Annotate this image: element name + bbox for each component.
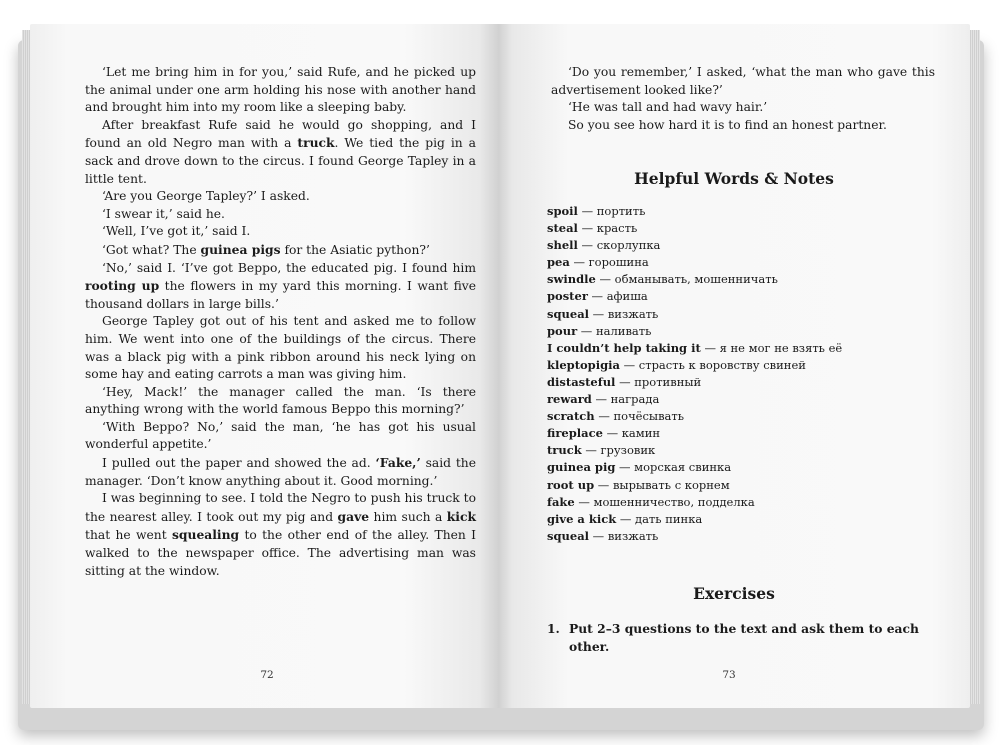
vocab-translation: вырывать с корнем: [612, 477, 730, 492]
vocab-dash: —: [591, 289, 604, 304]
vocab-entry: [547, 340, 937, 357]
vocab-dash: —: [597, 477, 610, 492]
text-run: ‘I swear it,’ said he.: [102, 206, 225, 221]
exercise-text: Put 2–3 questions to the text and ask them to each other.: [569, 621, 919, 654]
vocab-translation: грузовик: [600, 443, 656, 458]
right-page: [498, 24, 970, 708]
vocab-translation: визжать: [607, 306, 659, 321]
vocab-dash: —: [592, 306, 605, 321]
vocab-dash: —: [623, 357, 636, 372]
vocab-dash: —: [619, 374, 631, 389]
vocab-dash: —: [599, 272, 611, 287]
vocab-entry: [547, 374, 937, 391]
text-run: I was beginning to see. I told the Negro to push his truck to the nearest alley. I took out my pig and: [85, 491, 476, 524]
story-paragraph: [85, 490, 476, 580]
vocab-entry: [547, 237, 937, 254]
vocab-highlight: squealing: [171, 527, 240, 543]
vocab-dash: —: [619, 460, 631, 475]
text-run: ‘Well, I’ve got it,’ said I.: [102, 224, 251, 239]
vocab-dash: —: [573, 255, 585, 270]
vocab-word: reward: [547, 392, 592, 407]
vocab-dash: —: [598, 409, 610, 424]
vocab-translation: портить: [596, 204, 646, 218]
vocab-translation: горошина: [588, 255, 649, 270]
story-paragraph: [85, 384, 476, 419]
vocab-word: pea: [547, 255, 570, 270]
vocab-translation: награда: [610, 392, 660, 407]
text-run: for the Asiatic python?’: [280, 242, 430, 257]
vocab-translation: мошенничество, подделка: [593, 494, 755, 509]
story-paragraph: So you see how hard it is to find an honest partner.: [568, 117, 887, 132]
vocab-entry: [547, 459, 937, 476]
vocab-highlight: gave: [337, 508, 370, 524]
left-page-number: 72: [260, 669, 274, 681]
story-paragraph: [85, 454, 476, 490]
vocab-word: poster: [547, 289, 588, 304]
vocab-entry: [547, 425, 937, 442]
vocab-entry: [547, 494, 937, 511]
vocab-translation: я не мог не взять её: [719, 340, 843, 355]
vocab-dash: —: [704, 340, 716, 355]
story-paragraph: [85, 117, 476, 188]
vocab-dash: —: [580, 323, 593, 338]
vocab-translation: красть: [596, 221, 638, 236]
vocab-translation: камин: [621, 426, 661, 441]
text-run: I pulled out the paper and showed the ad.: [102, 456, 376, 471]
vocab-dash: —: [592, 528, 605, 543]
text-run: said the manager. ‘Don’t know anything about it. Good morning.’: [85, 456, 476, 488]
vocab-dash: —: [581, 204, 594, 218]
vocab-word: kleptopigia: [547, 357, 620, 372]
vocab-word: shell: [547, 238, 578, 253]
vocab-entry: [547, 203, 937, 220]
text-run: ‘Hey, Mack!’ the manager called the man. ‘Is there anything wrong with the world famous Beppo this morning?’: [85, 384, 476, 417]
exercise-item: [547, 620, 937, 655]
text-run: the flowers in my yard this morning. I want five thousand dollars in large bills.’: [85, 279, 476, 311]
text-run: ‘With Beppo? No,’ said the man, ‘he has got his usual wonderful appetite.’: [85, 419, 476, 452]
vocab-entry: [547, 391, 937, 408]
text-run: ‘No,’ said I. ‘I’ve got Beppo, the educated pig. I found him: [102, 260, 476, 275]
vocab-word: give a kick: [547, 511, 617, 526]
vocab-word: spoil: [547, 204, 578, 218]
text-run: . We tied the pig in a sack and drove down to the circus. I found George Tapley in a little tent.: [85, 136, 476, 186]
left-page: [30, 24, 498, 708]
story-paragraph: [85, 206, 476, 224]
vocab-entry: [547, 271, 937, 288]
vocab-word: I couldn’t help taking it: [547, 340, 701, 355]
story-paragraph: [85, 64, 476, 117]
vocab-entry: [547, 408, 937, 425]
vocab-entry: [547, 220, 937, 237]
vocab-dash: —: [581, 221, 594, 236]
vocab-entry: [547, 528, 937, 545]
story-paragraph: ‘He was tall and had wavy hair.’: [568, 100, 768, 115]
vocab-translation: наливать: [595, 323, 652, 338]
vocab-translation: обманывать, мошенничать: [614, 272, 778, 287]
vocab-word: distasteful: [547, 374, 616, 389]
vocab-word: squeal: [547, 528, 590, 543]
vocab-translation: дать пинка: [635, 511, 703, 526]
story-paragraph: [85, 260, 476, 314]
text-run: ‘Are you George Tapley?’ I asked.: [102, 189, 310, 204]
vocab-word: fake: [547, 494, 575, 509]
vocab-word: steal: [547, 221, 578, 236]
vocab-word: swindle: [547, 272, 596, 287]
vocab-entry: [547, 323, 937, 340]
story-paragraph: [85, 241, 476, 260]
vocab-translation: противный: [634, 374, 702, 389]
vocab-entry: [547, 288, 937, 305]
text-run: George Tapley got out of his tent and asked me to follow him. We went into one of the buildings of the circus. There was a black pig with a pink ribbon around his neck lying on some hay and eating carrots a man was giving him.: [85, 314, 476, 382]
vocab-dash: —: [619, 511, 632, 526]
story-paragraph: [85, 188, 476, 206]
vocab-translation: визжать: [607, 528, 659, 543]
vocab-entry: [547, 477, 937, 494]
vocab-word: squeal: [547, 306, 590, 321]
helpful-words-heading: Helpful Words & Notes: [634, 169, 834, 188]
text-run: that he went: [85, 528, 172, 543]
right-page-number: 73: [722, 669, 736, 681]
vocab-word: root up: [547, 477, 595, 492]
vocabulary-list: [547, 203, 937, 545]
text-run: After breakfast Rufe said he would go shopping, and I found an old Negro man with a: [85, 117, 476, 151]
vocab-word: fireplace: [547, 426, 603, 441]
text-run: to the other end of the alley. Then I walked to the newspaper office. The advertising man was sitting at the window.: [85, 528, 476, 578]
vocab-highlight: ‘Fake,’: [375, 455, 421, 471]
text-run: ‘Let me bring him in for you,’ said Rufe, and he picked up the animal under one arm holding his nose with another hand and brought him into my room like a sleeping baby.: [85, 65, 476, 115]
story-paragraph: [85, 419, 476, 454]
text-run: ‘Got what? The: [102, 242, 201, 257]
vocab-entry: [547, 357, 937, 374]
vocab-translation: афиша: [606, 289, 648, 304]
vocab-translation: морская свинка: [634, 460, 732, 475]
vocab-highlight: truck: [297, 135, 335, 151]
vocab-highlight: rooting up: [85, 278, 160, 294]
vocab-dash: —: [578, 494, 590, 509]
vocab-entry: [547, 254, 937, 271]
vocab-entry: [547, 511, 937, 528]
vocab-dash: —: [606, 426, 619, 441]
exercise-number: 1.: [547, 621, 560, 636]
story-paragraph: [85, 313, 476, 383]
exercises-heading: Exercises: [693, 584, 775, 603]
vocab-entry: [547, 306, 937, 323]
vocab-translation: скорлупка: [596, 238, 661, 253]
vocab-entry: [547, 442, 937, 459]
story-paragraph: [85, 223, 476, 241]
story-paragraph: ‘Do you remember,’ I asked, ‘what the man who gave this advertisement looked like?’: [551, 65, 935, 97]
text-run: him such a: [369, 509, 447, 524]
vocab-word: guinea pig: [547, 460, 616, 475]
vocab-dash: —: [585, 443, 597, 458]
vocab-translation: почёсывать: [613, 409, 685, 424]
vocab-word: pour: [547, 323, 578, 338]
vocab-dash: —: [595, 392, 607, 407]
vocab-word: scratch: [547, 409, 595, 424]
left-page-text: [85, 64, 476, 580]
vocab-word: truck: [547, 443, 582, 458]
vocab-translation: страсть к воровству свиней: [638, 357, 806, 372]
vocab-highlight: guinea pigs: [200, 241, 281, 257]
vocab-dash: —: [581, 238, 594, 253]
right-page-intro-text: [551, 64, 935, 134]
vocab-highlight: kick: [446, 508, 476, 524]
